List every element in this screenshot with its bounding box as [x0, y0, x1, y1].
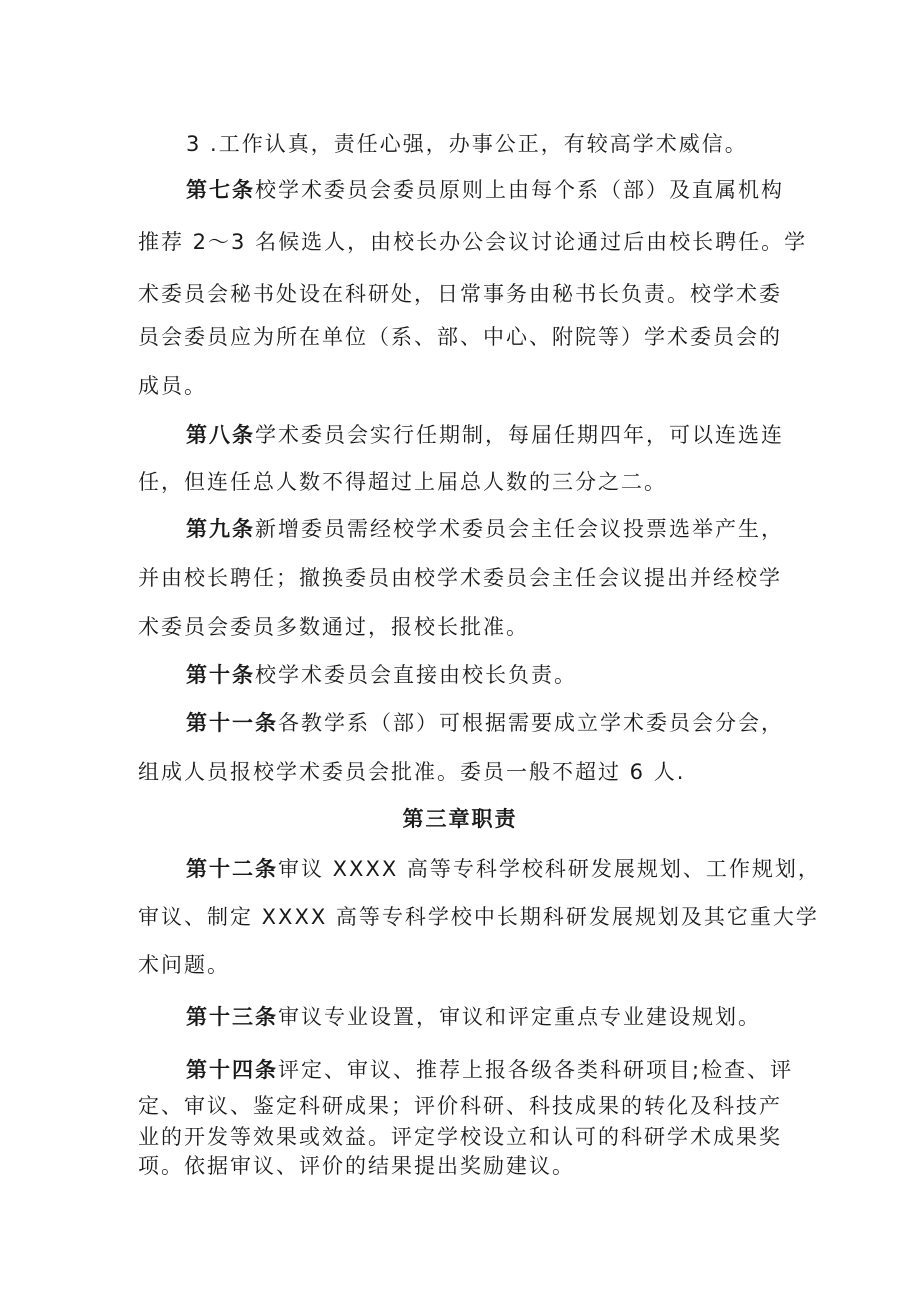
article-12-text-2: 审议、制定 XXXX 高等专科学校中长期科研发展规划及其它重大学 [138, 905, 819, 929]
article-10-label: 第十条 [186, 663, 255, 687]
article-9-text-1: 新增委员需经校学术委员会主任会议投票选举产生， [255, 517, 784, 541]
item-3-text: 3 .工作认真，责任心强，办事公正，有较高学术威信。 [186, 132, 748, 156]
article-12-text-3: 术问题。 [138, 953, 230, 977]
article-7-text-2: 推荐 2～3 名候选人，由校长办公会议讨论通过后由校长聘任。学 [138, 230, 808, 254]
article-7-label: 第七条 [186, 178, 255, 202]
article-12-label: 第十二条 [186, 857, 278, 881]
article-14-text-4: 项。依据审议、评价的结果提出奖励建议。 [138, 1154, 575, 1178]
article-14-first-line [186, 1056, 818, 1084]
article-9-label: 第九条 [186, 517, 255, 541]
article-7-text-3: 术委员会秘书处设在科研处，日常事务由秘书长负责。校学术委 [138, 282, 782, 306]
article-14-text-1: 评定、审议、推荐上报各级各类科研项目;检查、评 [278, 1058, 794, 1082]
article-13-label: 第十三条 [186, 1005, 278, 1029]
article-14-label: 第十四条 [186, 1058, 278, 1082]
article-11-text-2: 组成人员报校学术委员会批准。委员一般不超过 6 人. [138, 760, 686, 784]
article-7-first-line [186, 176, 818, 204]
article-7-text-4: 员会委员应为所在单位（系、部、中心、附院等）学术委员会的 [138, 325, 782, 349]
article-8-text-2: 任，但连任总人数不得超过上届总人数的三分之二。 [138, 470, 667, 494]
article-7-text-1: 校学术委员会委员原则上由每个系（部）及直属机构 [255, 178, 784, 202]
article-11-text-1: 各教学系（部）可根据需要成立学术委员会分会， [278, 711, 784, 735]
article-10-text-1: 校学术委员会直接由校长负责。 [255, 663, 577, 687]
article-12-text-1: 审议 XXXX 高等专科学校科研发展规划、工作规划， [278, 857, 821, 881]
article-12-first-line [186, 855, 821, 883]
article-10-line [186, 661, 818, 689]
article-8-first-line [186, 421, 818, 449]
article-11-label: 第十一条 [186, 711, 278, 735]
article-9-first-line [186, 515, 818, 543]
article-11-first-line [186, 709, 818, 737]
article-9-text-2: 并由校长聘任；撤换委员由校学术委员会主任会议提出并经校学 [138, 566, 782, 590]
article-8-text-1: 学术委员会实行任期制，每届任期四年，可以连选连 [255, 423, 784, 447]
article-7-text-5: 成员。 [138, 374, 207, 398]
article-13-line [186, 1003, 818, 1031]
article-8-label: 第八条 [186, 423, 255, 447]
article-9-text-3: 术委员会委员多数通过，报校长批准。 [138, 615, 529, 639]
article-14-text-2: 定、审议、鉴定科研成果；评价科研、科技成果的转化及科技产 [138, 1094, 782, 1118]
article-13-text-1: 审议专业设置，审议和评定重点专业建设规划。 [278, 1005, 761, 1029]
article-14-text-3: 业的开发等效果或效益。评定学校设立和认可的科研学术成果奖 [138, 1125, 782, 1149]
chapter-heading: 第三章职责 [402, 807, 518, 831]
